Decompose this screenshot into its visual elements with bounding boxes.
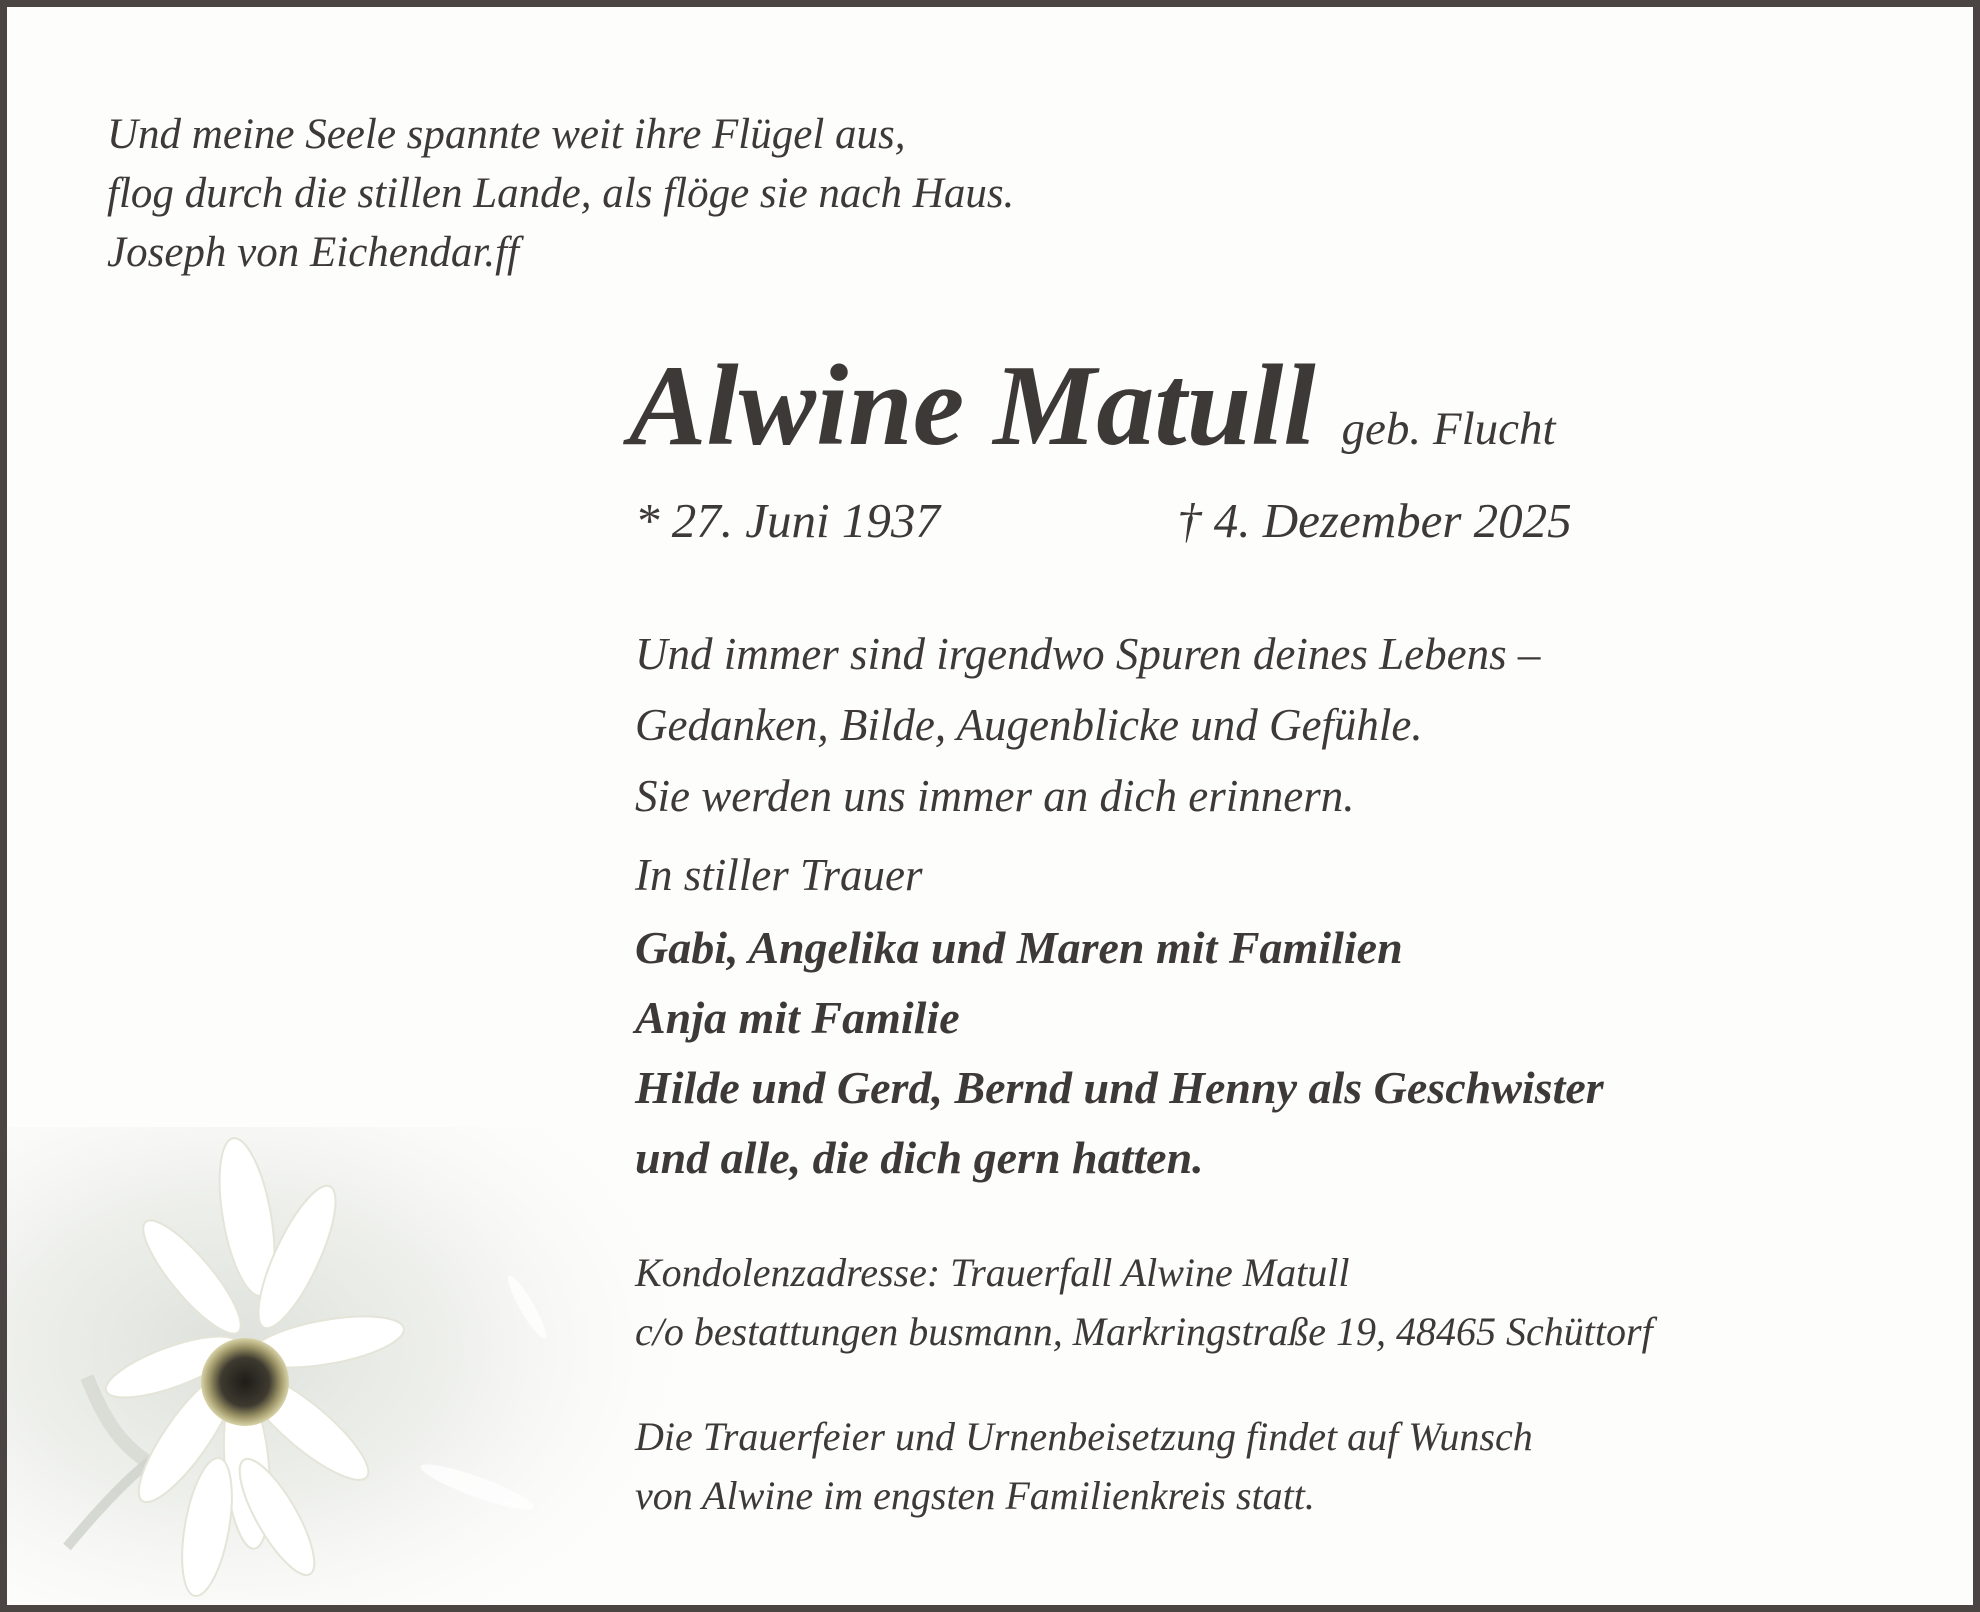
address-line: c/o bestattungen busmann, Markringstraße 19, 48465 Schüttorf — [635, 1309, 1653, 1354]
verse-line: Und immer sind irgendwo Spuren deines Lebens – — [635, 629, 1541, 679]
mourner-line: Gabi, Angelika und Maren mit Familien — [635, 922, 1403, 973]
address-line: Kondolenzadresse: Trauerfall Alwine Matull — [635, 1250, 1350, 1295]
deceased-name: Alwine Matull — [629, 342, 1316, 470]
mourning-intro: In stiller Trauer — [635, 850, 923, 900]
notice-line: Die Trauerfeier und Urnenbeisetzung findet auf Wunsch — [635, 1414, 1533, 1459]
motto-line: Und meine Seele spannte weit ihre Flügel aus, — [107, 111, 906, 158]
motto-quote — [107, 105, 1014, 282]
death-date: † 4. Dezember 2025 — [1177, 493, 1572, 548]
memorial-verse — [635, 619, 1540, 832]
birth-date: * 27. Juni 1937 — [635, 493, 940, 548]
notice-line: von Alwine im engsten Familienkreis statt. — [635, 1473, 1315, 1518]
deceased-name-row — [629, 341, 1556, 471]
mourners-list — [635, 913, 1604, 1193]
maiden-name: geb. Flucht — [1341, 403, 1556, 455]
funeral-notice — [635, 1407, 1533, 1525]
mourner-line: Anja mit Familie — [635, 992, 960, 1043]
white-gerbera-flower-icon — [7, 1127, 707, 1612]
verse-line: Sie werden uns immer an dich erinnern. — [635, 771, 1355, 821]
condolence-address — [635, 1243, 1653, 1361]
mourner-line: und alle, die dich gern hatten. — [635, 1132, 1204, 1183]
motto-line: flog durch die stillen Lande, als flöge sie nach Haus. — [107, 170, 1015, 217]
motto-author: Joseph von Eichendar.ff — [107, 229, 519, 276]
verse-line: Gedanken, Bilde, Augenblicke und Gefühle. — [635, 700, 1423, 750]
mourner-line: Hilde und Gerd, Bernd und Henny als Geschwister — [635, 1062, 1604, 1113]
